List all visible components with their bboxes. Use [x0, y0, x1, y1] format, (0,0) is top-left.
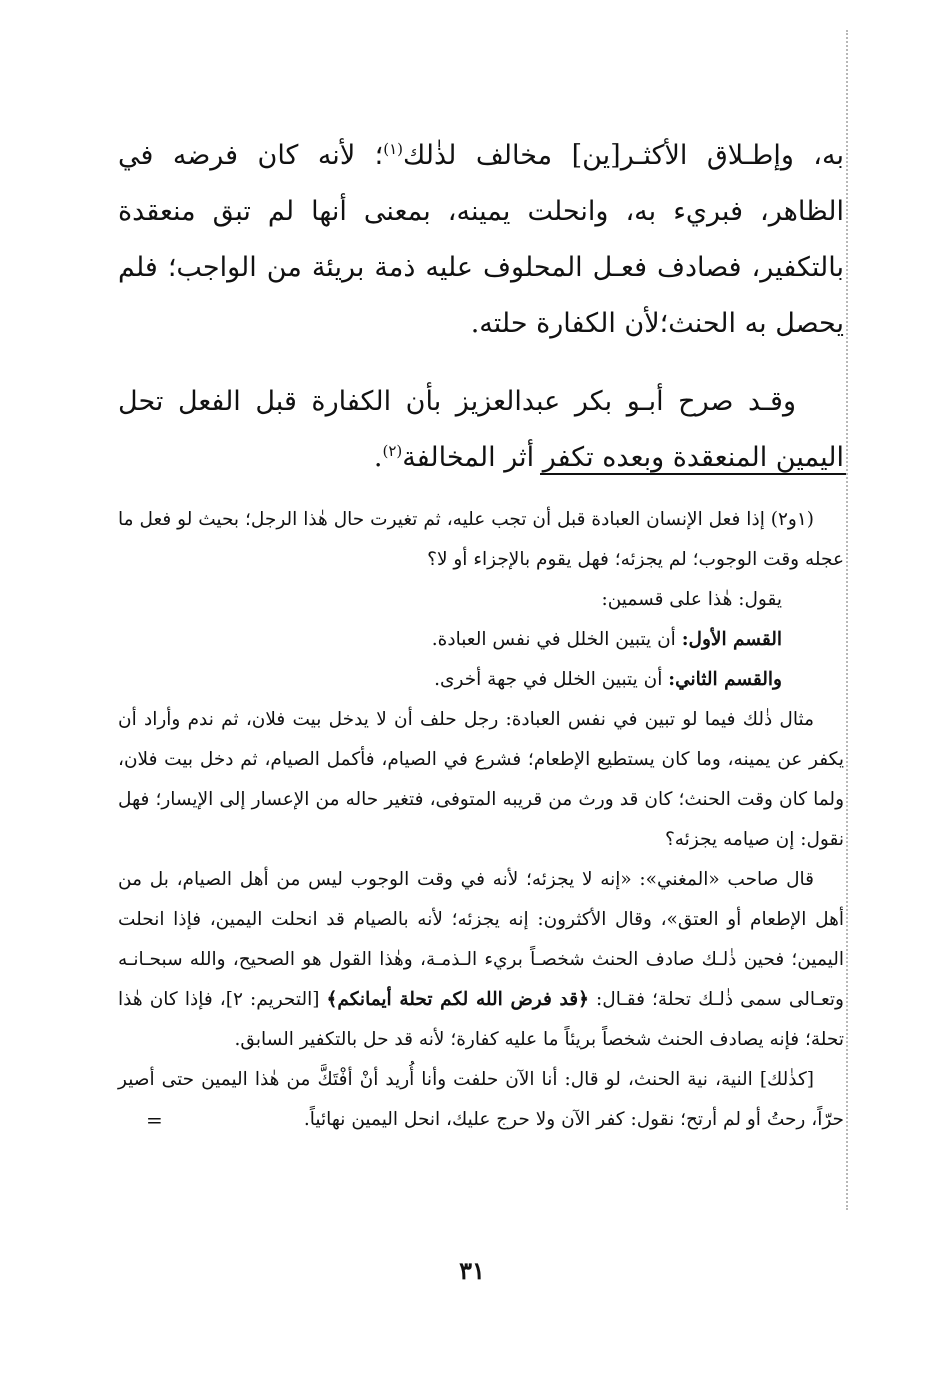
footnote-example: مثال ذٰلك فيما لو تبين في نفس العبادة: رجل حلف أن لا يدخل بيت فلان، ثم ندم وأراد أن يكفر عن يمينه، وما كان يستطيع الإطعام؛ فشرع في الصيام، فأكمل الصيام، ثم دخل بيت فلان، ولما كان وقت الحنث؛ كان قد ورث من قريبه المتوفى، فتغير حاله من الإعسار إلى الإيسار؛ فهل نقول: إن صيامه يجزئه؟	[118, 709, 844, 850]
footnotes-block	[118, 500, 844, 1140]
footnote-ref-2[interactable]: (٢)	[382, 442, 403, 460]
main-p1-end: ؛ لأنه كان فرضه في الظاهر، فبريء به، وانحلت يمينه، بمعنى أنها لم تبق منعقدة بالتكفير، فصادف فعـل المحلوف عليه ذمة بريئة من الواجب؛ فلم يحصل به الحنث؛لأن الكفارة حلته.	[118, 140, 844, 339]
page-number: ٣١	[459, 1256, 485, 1285]
main-p2-start: وقـد صرح أبـو بكر عبدالعزيز بأن الكفارة قبل الفعل تحل اليمين المنعقدة وبعده تكفر أثر المخالفة	[118, 386, 844, 473]
footnote-section-2	[118, 660, 844, 700]
section-1-label: القسم الأول:	[681, 629, 782, 650]
page-edge-dots	[846, 30, 848, 1210]
main-p2-end: .	[373, 442, 383, 473]
footnote-separator	[540, 473, 846, 475]
section-1-text: أن يتبين الخلل في نفس العبادة.	[431, 629, 682, 650]
footnote-intro: (١و٢) إذا فعل الإنسان العبادة قبل أن تجب عليه، ثم تغيرت حال هٰذا الرجل؛ بحيث لو فعل ما عجله وقت الوجوب؛ لم يجزئه؛ فهل يقوم بالإجزاء أو لا؟	[118, 509, 844, 570]
main-p1-start: به، وإطـلاق الأكثـر[ين] مخالف لذٰلك	[403, 140, 844, 171]
mughni-text-start: قال صاحب «المغني»: «إنه لا يجزئه؛ لأنه في وقت الوجوب ليس من أهل الصيام، بل من أهل الإطعام أو العتق»، وقال الأكثرون: إنه يجزئه؛ لأنه بالصيام قد انحلت اليمين، فإذا انحلت اليمين؛ فحين ذٰلـك صادف الحنث شخصـاً بريء الـذمـة، وهٰذا القول هو الصحيح، والله سبحـانـه وتعـالى سمى ذٰلـك تحلة؛ فقـال:	[118, 869, 844, 1010]
continuation-mark: =	[146, 1108, 163, 1132]
footnote-division: يقول: هٰذا على قسمين:	[601, 589, 782, 610]
main-text-block	[118, 128, 844, 486]
footnote-mughni-quote	[118, 860, 844, 1060]
footnote-section-1	[118, 620, 844, 660]
quran-verse: ﴿قد فرض الله لكم تحلة أيمانكم﴾	[326, 989, 589, 1010]
mughni-text-end: [التحريم: ٢]، فإذا كان هٰذا تحلة؛ فإنه يصادف الحنث شخصاً بريئاً ما عليه كفارة؛ لأنه قد حل بالتكفير السابق.	[118, 989, 844, 1050]
footnote-ref-1[interactable]: (١)	[383, 140, 404, 158]
intention-text: [كذٰلك] النية، نية الحنث، لو قال: أنا الآن حلفت وأنا أُريد أنْ أفْتَكَّ من هٰذا اليمين حتى أصير حرّاً، رحتُ أو لم أرتح؛ نقول: كفر الآن ولا حرج عليك، انحل اليمين نهائياً.	[118, 1069, 844, 1130]
main-paragraph-1	[118, 128, 844, 352]
section-2-label: والقسم الثاني:	[668, 669, 782, 690]
section-2-text: أن يتبين الخلل في جهة أخرى.	[434, 669, 669, 690]
main-paragraph-2	[118, 374, 844, 486]
footnote-intention	[118, 1060, 844, 1140]
